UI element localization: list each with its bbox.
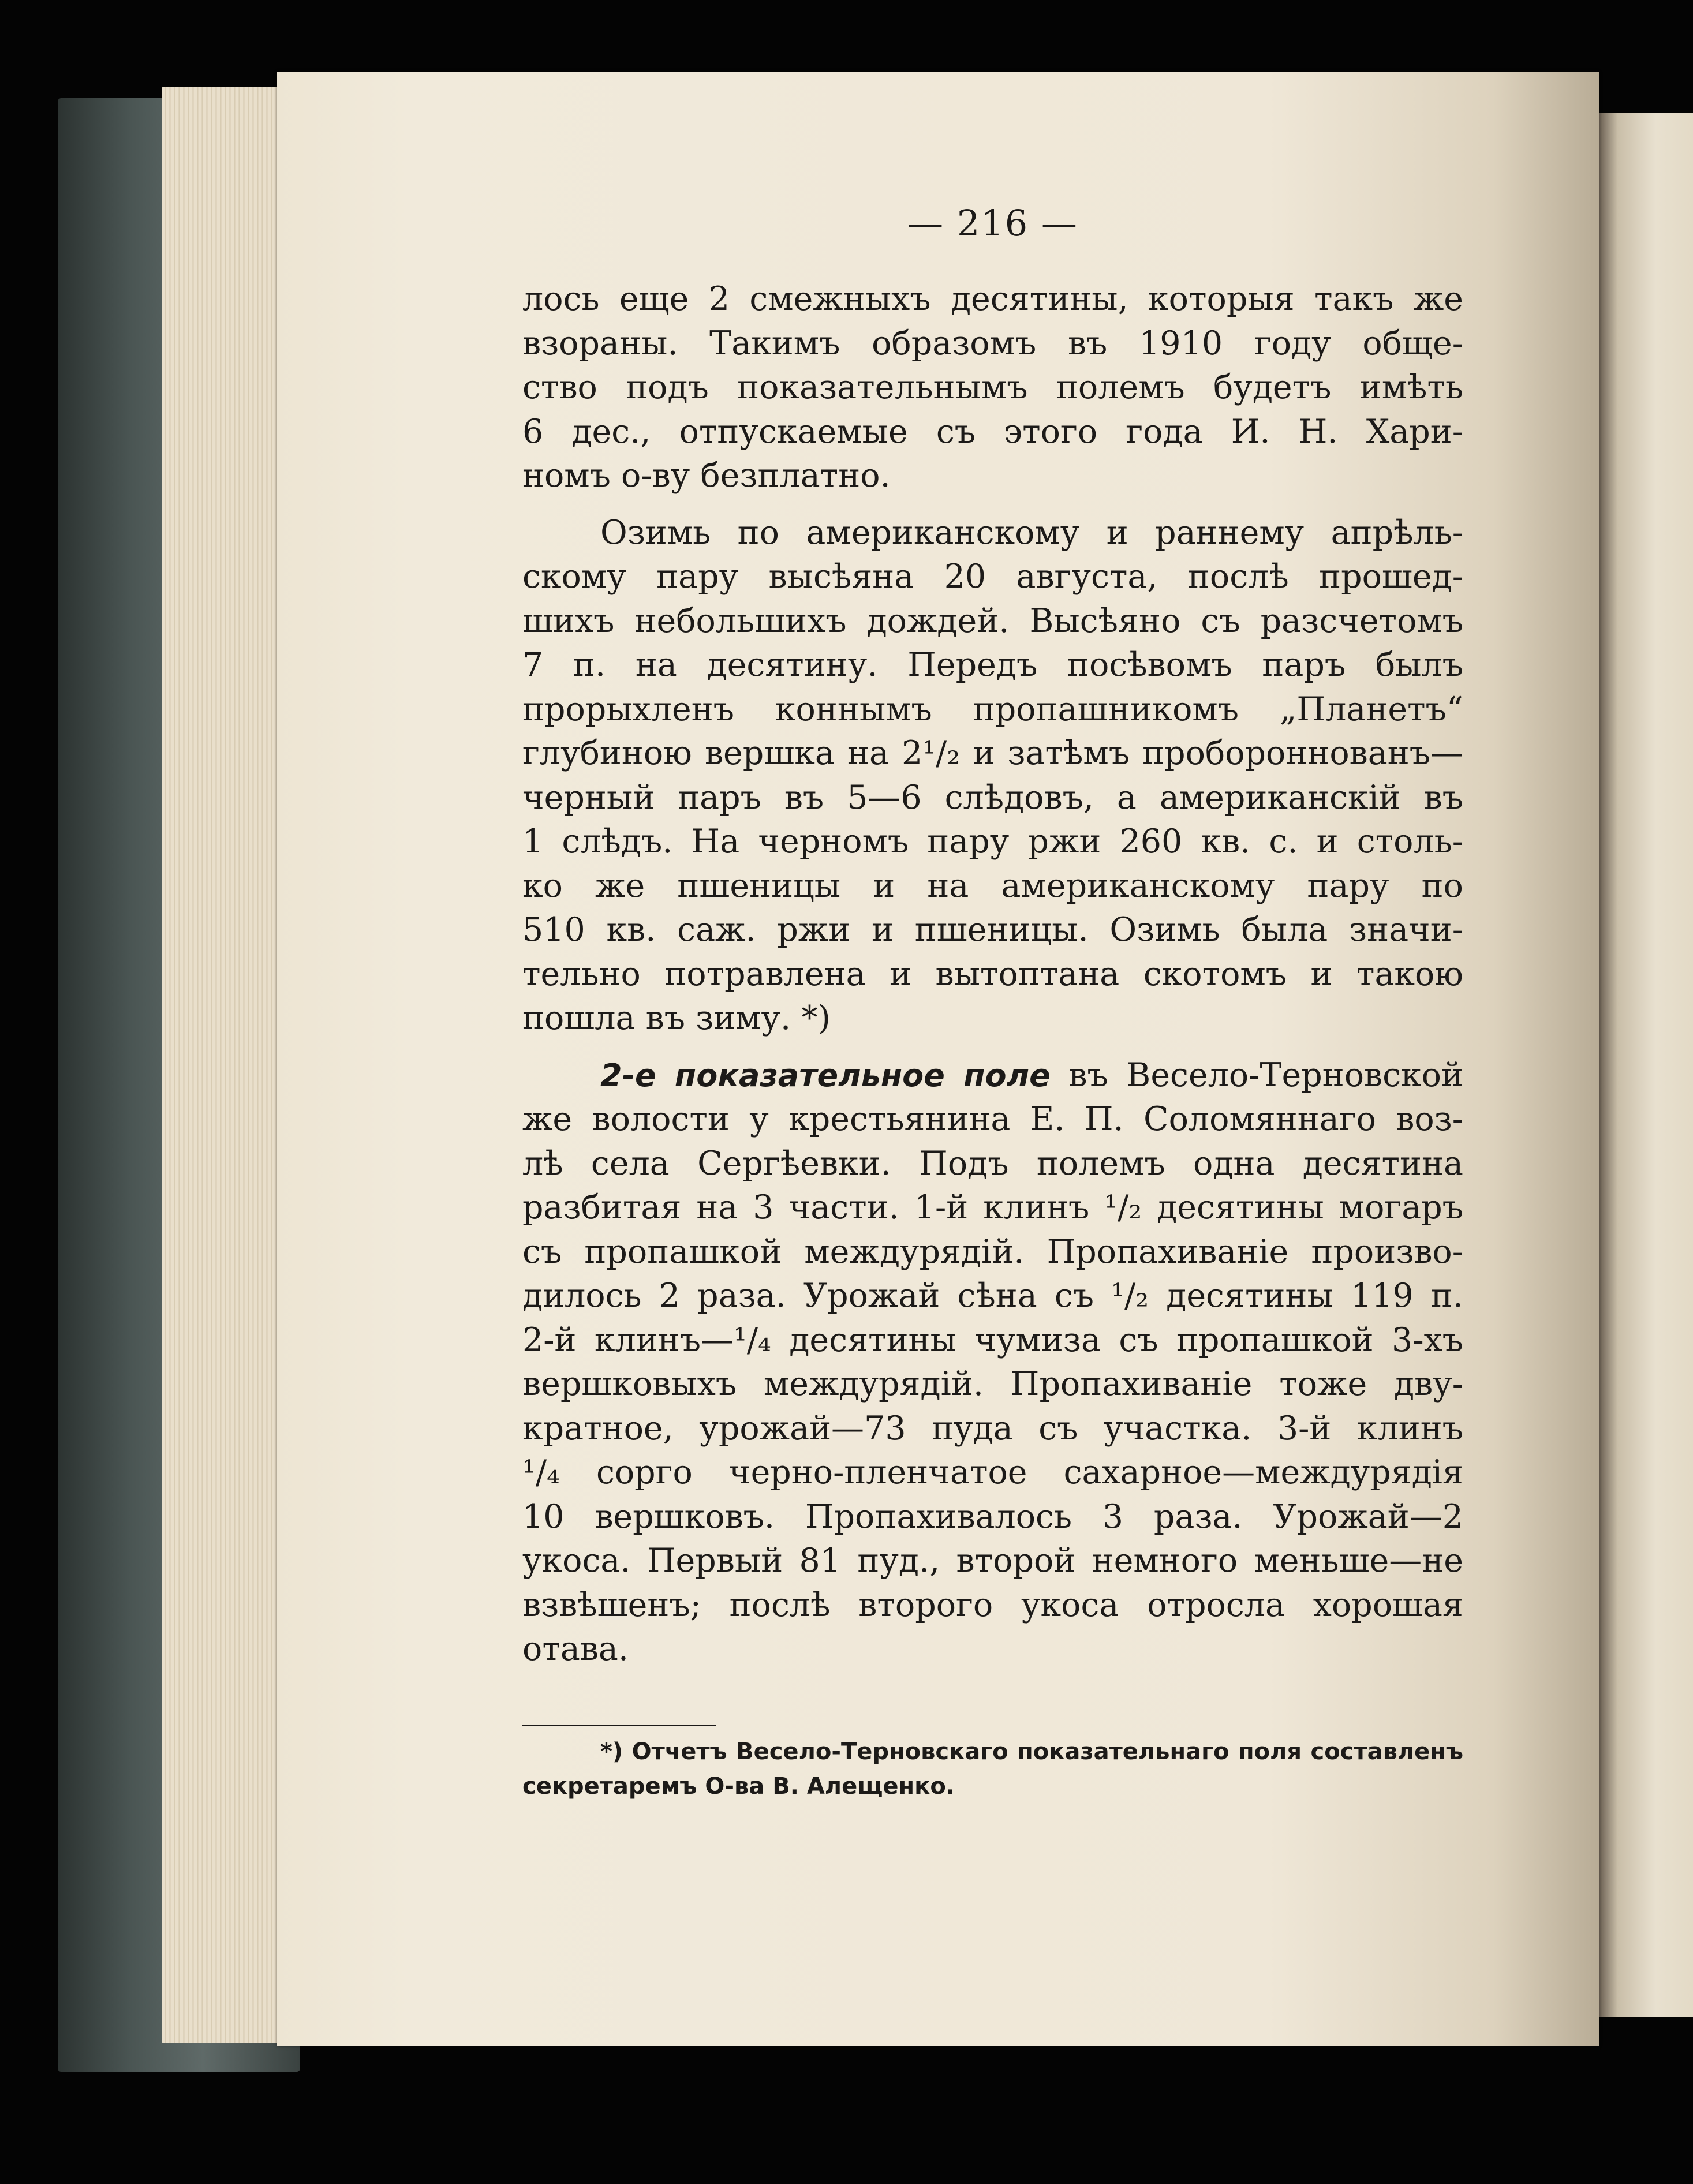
text-line: кратное, урожай—73 пуда съ участка. 3-й клинъ bbox=[522, 1409, 1463, 1448]
text-line: съ пропашкой междурядій. Пропахиваніе произво- bbox=[522, 1232, 1463, 1271]
text-line: ¹/₄ сорго черно-пленчатое сахарное—междурядія bbox=[522, 1453, 1463, 1491]
text-line: пошла въ зиму. *) bbox=[522, 999, 831, 1037]
text-line: взораны. Такимъ образомъ въ 1910 году обще- bbox=[522, 324, 1463, 362]
facing-page bbox=[1599, 113, 1693, 2017]
text-line: прорыхленъ коннымъ пропашникомъ „Планетъ“ bbox=[522, 690, 1463, 728]
text-line: 6 дес., отпускаемые съ этого года И. Н. Хари- bbox=[522, 412, 1463, 451]
text-line: черный паръ въ 5—6 слѣдовъ, а американскій въ bbox=[522, 778, 1463, 817]
text-line: дилось 2 раза. Урожай сѣна съ ¹/₂ десятины 119 п. bbox=[522, 1277, 1463, 1315]
text-line: 510 кв. саж. ржи и пшеницы. Озимь была значи- bbox=[522, 911, 1463, 949]
text-line: ко же пшеницы и на американскому пару по bbox=[522, 866, 1463, 905]
text-line: тельно потравлена и вытоптана скотомъ и такою bbox=[522, 955, 1463, 993]
page-number: — 216 — bbox=[907, 202, 1078, 244]
text-line: лось еще 2 смежныхъ десятины, которыя такъ же bbox=[522, 280, 1463, 318]
text-line: лѣ села Сергѣевки. Подъ полемъ одна десятина bbox=[522, 1144, 1463, 1183]
text-line: 10 вершковъ. Пропахивалось 3 раза. Урожай—2 bbox=[522, 1497, 1463, 1536]
text-line: 1 слѣдъ. На черномъ пару ржи 260 кв. с. и столь- bbox=[522, 822, 1463, 861]
text-line: 2-й клинъ—¹/₄ десятины чумиза съ пропашкой 3-хъ bbox=[522, 1321, 1463, 1359]
text-line: шихъ небольшихъ дождей. Высѣяно съ разсчетомъ bbox=[522, 601, 1463, 640]
footnote-rule bbox=[522, 1725, 716, 1726]
text-line: разбитая на 3 части. 1-й клинъ ¹/₂ десятины могаръ bbox=[522, 1188, 1463, 1226]
text-line: номъ о-ву безплатно. bbox=[522, 457, 891, 495]
footnote-line: секретаремъ О-ва В. Алещенко. bbox=[522, 1773, 955, 1800]
text-line: ство подъ показательнымъ полемъ будетъ имѣть bbox=[522, 368, 1463, 406]
text-line: взвѣшенъ; послѣ второго укоса отросла хорошая bbox=[522, 1585, 1463, 1624]
text-line: скому пару высѣяна 20 августа, послѣ прошед- bbox=[522, 558, 1463, 596]
text-line: глубиною вершка на 2¹/₂ и затѣмъ пробороннованъ— bbox=[522, 734, 1463, 772]
text-line bbox=[522, 1053, 1463, 1098]
italic-heading: 2-е показательное поле bbox=[600, 1057, 1051, 1094]
text-line: 7 п. на десятину. Передъ посѣвомъ паръ былъ bbox=[522, 646, 1463, 684]
text-line: же волости у крестьянина Е. П. Соломяннаго воз- bbox=[522, 1100, 1463, 1138]
footnote-line: *) Отчетъ Весело-Терновскаго показательнаго поля составленъ bbox=[600, 1738, 1463, 1765]
text-line: отава. bbox=[522, 1630, 629, 1668]
text-line: Озимь по американскому и раннему апрѣль- bbox=[600, 513, 1463, 552]
body-text bbox=[522, 277, 1463, 1671]
text-fragment: въ Весело-Терновской bbox=[1050, 1056, 1463, 1094]
footnote bbox=[522, 1734, 1463, 1804]
text-line: укоса. Первый 81 пуд., второй немного меньше—не bbox=[522, 1542, 1463, 1580]
text-line: вершковыхъ междурядій. Пропахиваніе тоже дву- bbox=[522, 1365, 1463, 1403]
